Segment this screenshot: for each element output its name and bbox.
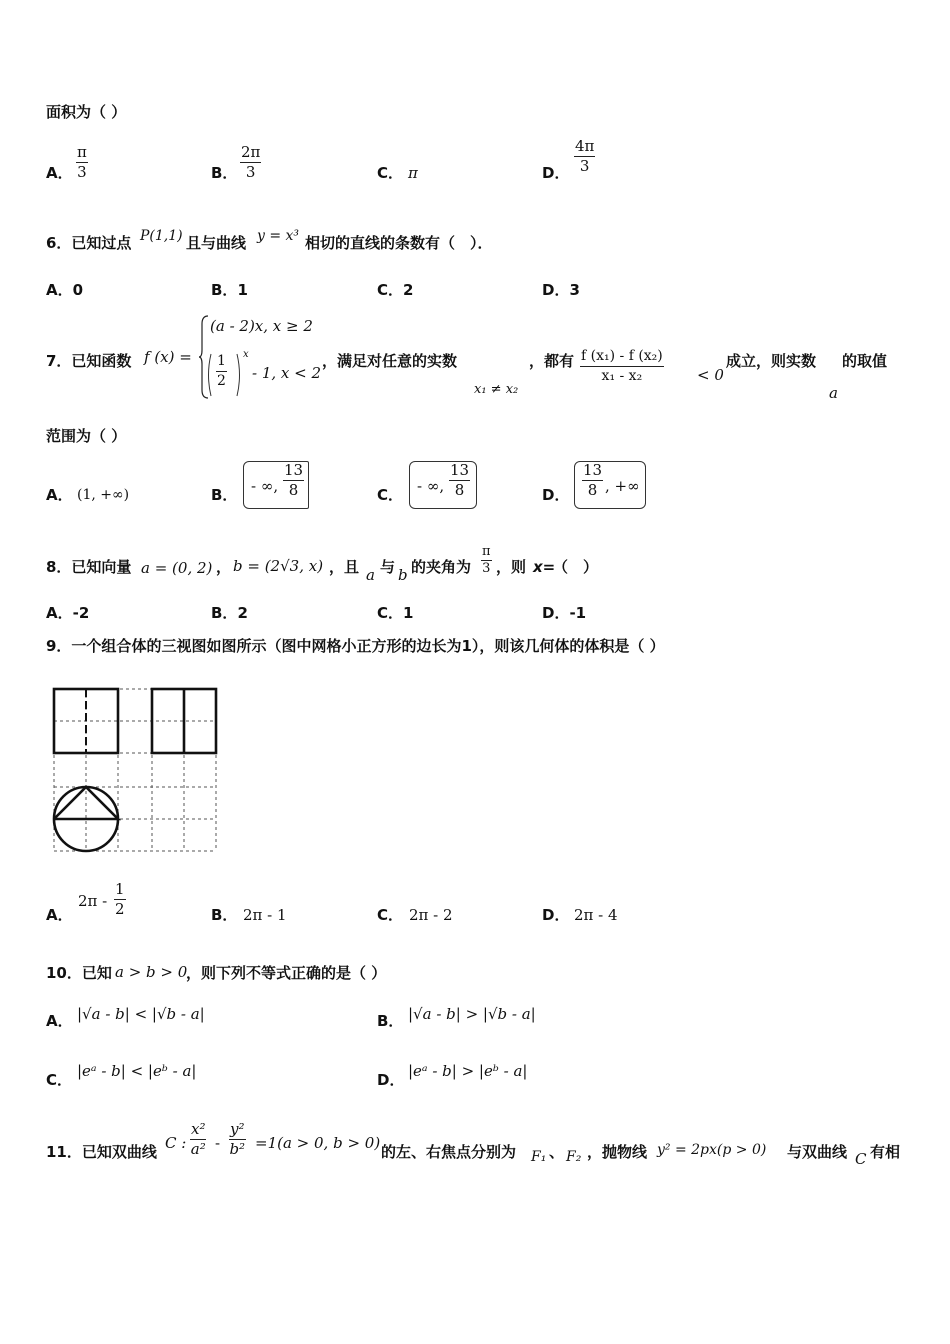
question-5-tail: 面积为（ ）: [46, 103, 127, 121]
q5-option-a-letter[interactable]: A．: [46, 164, 73, 182]
q7-text-4: 成立，则实数: [726, 352, 817, 370]
q5-option-d-letter[interactable]: D．: [542, 164, 570, 182]
q11-equation-rest: =1(a > 0, b > 0): [255, 1134, 381, 1152]
q10-text-2: ，则下列不等式正确的是（ ）: [186, 964, 387, 982]
q8-a: a: [366, 566, 375, 584]
q8-text-2: ，且: [329, 558, 360, 576]
q8-text-3: 与: [380, 558, 396, 576]
q10-option-b-letter[interactable]: B．: [377, 1012, 404, 1030]
q10-option-a-letter[interactable]: A．: [46, 1012, 73, 1030]
q5-option-c-value: π: [408, 164, 418, 182]
q9-option-d-letter[interactable]: D．: [542, 906, 570, 924]
q11-fraction-x: x² a²: [190, 1120, 206, 1158]
q5-option-b-fraction: 2π 3: [241, 143, 261, 181]
q9-option-a-pre: 2π -: [78, 892, 108, 910]
q7-variable-a: a: [829, 384, 838, 402]
q8-vector-b: b = (2√3, x): [233, 557, 324, 575]
q5-option-a-fraction: π 3: [77, 143, 87, 181]
q11-text-3: ，抛物线: [587, 1143, 648, 1161]
q7-text-3: ，都有: [529, 352, 575, 370]
q11-text-1: 11．已知双曲线: [46, 1143, 157, 1161]
q6-option-a[interactable]: A．0: [46, 281, 84, 299]
q11-c: C: [855, 1150, 867, 1168]
q10-option-b-value: |√a - b| > |√b - a|: [408, 1005, 536, 1023]
q7-text-2: ，满足对任意的实数: [322, 352, 458, 370]
q11-parabola: y² = 2px(p > 0): [657, 1142, 767, 1158]
q9-three-view-figure: [50, 685, 222, 857]
q7-option-a-value: (1, +∞): [77, 487, 130, 503]
q9-text: 9．一个组合体的三视图如图所示（图中网格小正方形的边长为1），则该几何体的体积是（ ）: [46, 637, 665, 655]
q7-option-b-letter[interactable]: B．: [211, 486, 238, 504]
q10-condition: a > b > 0: [115, 963, 188, 981]
q10-option-d-letter[interactable]: D．: [377, 1071, 405, 1089]
q9-option-b-value: 2π - 1: [243, 906, 287, 924]
q7-option-a-letter[interactable]: A．: [46, 486, 73, 504]
q11-text-5: 有相: [870, 1143, 901, 1161]
q11-f2: F₂: [566, 1149, 582, 1165]
q7-case-2-exponent: x: [243, 349, 249, 360]
q9-option-a-fraction: 1 2: [115, 880, 125, 918]
q7-option-b-fraction: 13 8: [284, 461, 304, 499]
q8-angle-fraction: π 3: [482, 544, 491, 576]
q10-option-c-value: |eᵃ - b| < |eᵇ - a|: [77, 1062, 197, 1080]
q7-option-d-fraction: 13 8: [583, 461, 603, 499]
q9-option-c-letter[interactable]: C．: [377, 906, 404, 924]
q6-curve: y = x³: [257, 228, 300, 244]
q11-f1: F₁: [531, 1149, 547, 1165]
q8-text-6: （ ）: [553, 558, 599, 576]
q8-option-d[interactable]: D．-1: [542, 604, 587, 622]
q10-option-d-value: |eᵃ - b| > |eᵇ - a|: [408, 1062, 528, 1080]
q7-option-d-post: , +∞: [605, 477, 640, 495]
q6-option-c[interactable]: C．2: [377, 281, 414, 299]
q11-text-2: 的左、右焦点分别为: [381, 1143, 517, 1161]
q5-option-d-fraction: 4π 3: [575, 137, 595, 175]
q8-b: b: [398, 566, 408, 584]
q7-text-5: 的取值: [842, 352, 888, 370]
q8-text-1: 8．已知向量: [46, 558, 132, 576]
q9-option-d-value: 2π - 4: [574, 906, 618, 924]
q8-option-a[interactable]: A．-2: [46, 604, 90, 622]
q7-option-c-pre: - ∞,: [417, 477, 445, 495]
q6-point: P(1,1): [140, 228, 183, 244]
q7-option-b-pre: - ∞,: [251, 477, 279, 495]
q6-option-d[interactable]: D．3: [542, 281, 580, 299]
q6-text-3: 相切的直线的条数有（ ）．: [305, 234, 493, 252]
q7-option-d-letter[interactable]: D．: [542, 486, 570, 504]
q8-text-5: ，则: [496, 558, 527, 576]
q7-case-2-rest: - 1, x < 2: [252, 364, 322, 382]
q11-text-4: 与双曲线: [787, 1143, 848, 1161]
q6-text-1: 6．已知过点: [46, 234, 132, 252]
q7-option-c-fraction: 13 8: [450, 461, 470, 499]
q8-separator: ，: [216, 558, 232, 576]
q11-minus: -: [215, 1134, 221, 1152]
q8-vector-a: a = (0, 2): [141, 559, 213, 577]
q7-text-1: 7．已知函数: [46, 352, 132, 370]
q7-function: f (x) =: [144, 348, 192, 366]
q10-option-c-letter[interactable]: C．: [46, 1071, 73, 1089]
q7-inequality-rhs: < 0: [697, 366, 724, 384]
q9-option-b-letter[interactable]: B．: [211, 906, 238, 924]
q11-fraction-y: y² b²: [229, 1120, 246, 1158]
q8-option-c[interactable]: C．1: [377, 604, 414, 622]
q5-option-c-letter[interactable]: C．: [377, 164, 404, 182]
q6-text-2: 且与曲线: [186, 234, 247, 252]
q7-case-2-base: 1 2: [217, 353, 226, 389]
q8-x: x=: [533, 558, 556, 576]
q7-inequality-fraction: f (x₁) - f (x₂) x₁ - x₂: [581, 348, 663, 384]
q7-case-1: (a - 2)x, x ≥ 2: [210, 317, 313, 335]
q9-option-c-value: 2π - 2: [409, 906, 453, 924]
q10-text-1: 10．已知: [46, 964, 112, 982]
q5-option-b-letter[interactable]: B．: [211, 164, 238, 182]
q11-separator: 、: [549, 1143, 565, 1161]
q10-option-a-value: |√a - b| < |√b - a|: [77, 1005, 205, 1023]
q11-c-label: C :: [165, 1134, 187, 1152]
q7-option-c-letter[interactable]: C．: [377, 486, 404, 504]
q9-option-a-letter[interactable]: A．: [46, 906, 73, 924]
q7-condition: x₁ ≠ x₂: [474, 382, 519, 397]
q6-option-b[interactable]: B．1: [211, 281, 248, 299]
q8-option-b[interactable]: B．2: [211, 604, 248, 622]
q8-text-4: 的夹角为: [411, 558, 472, 576]
q7-text-line-2: 范围为（ ）: [46, 427, 127, 445]
